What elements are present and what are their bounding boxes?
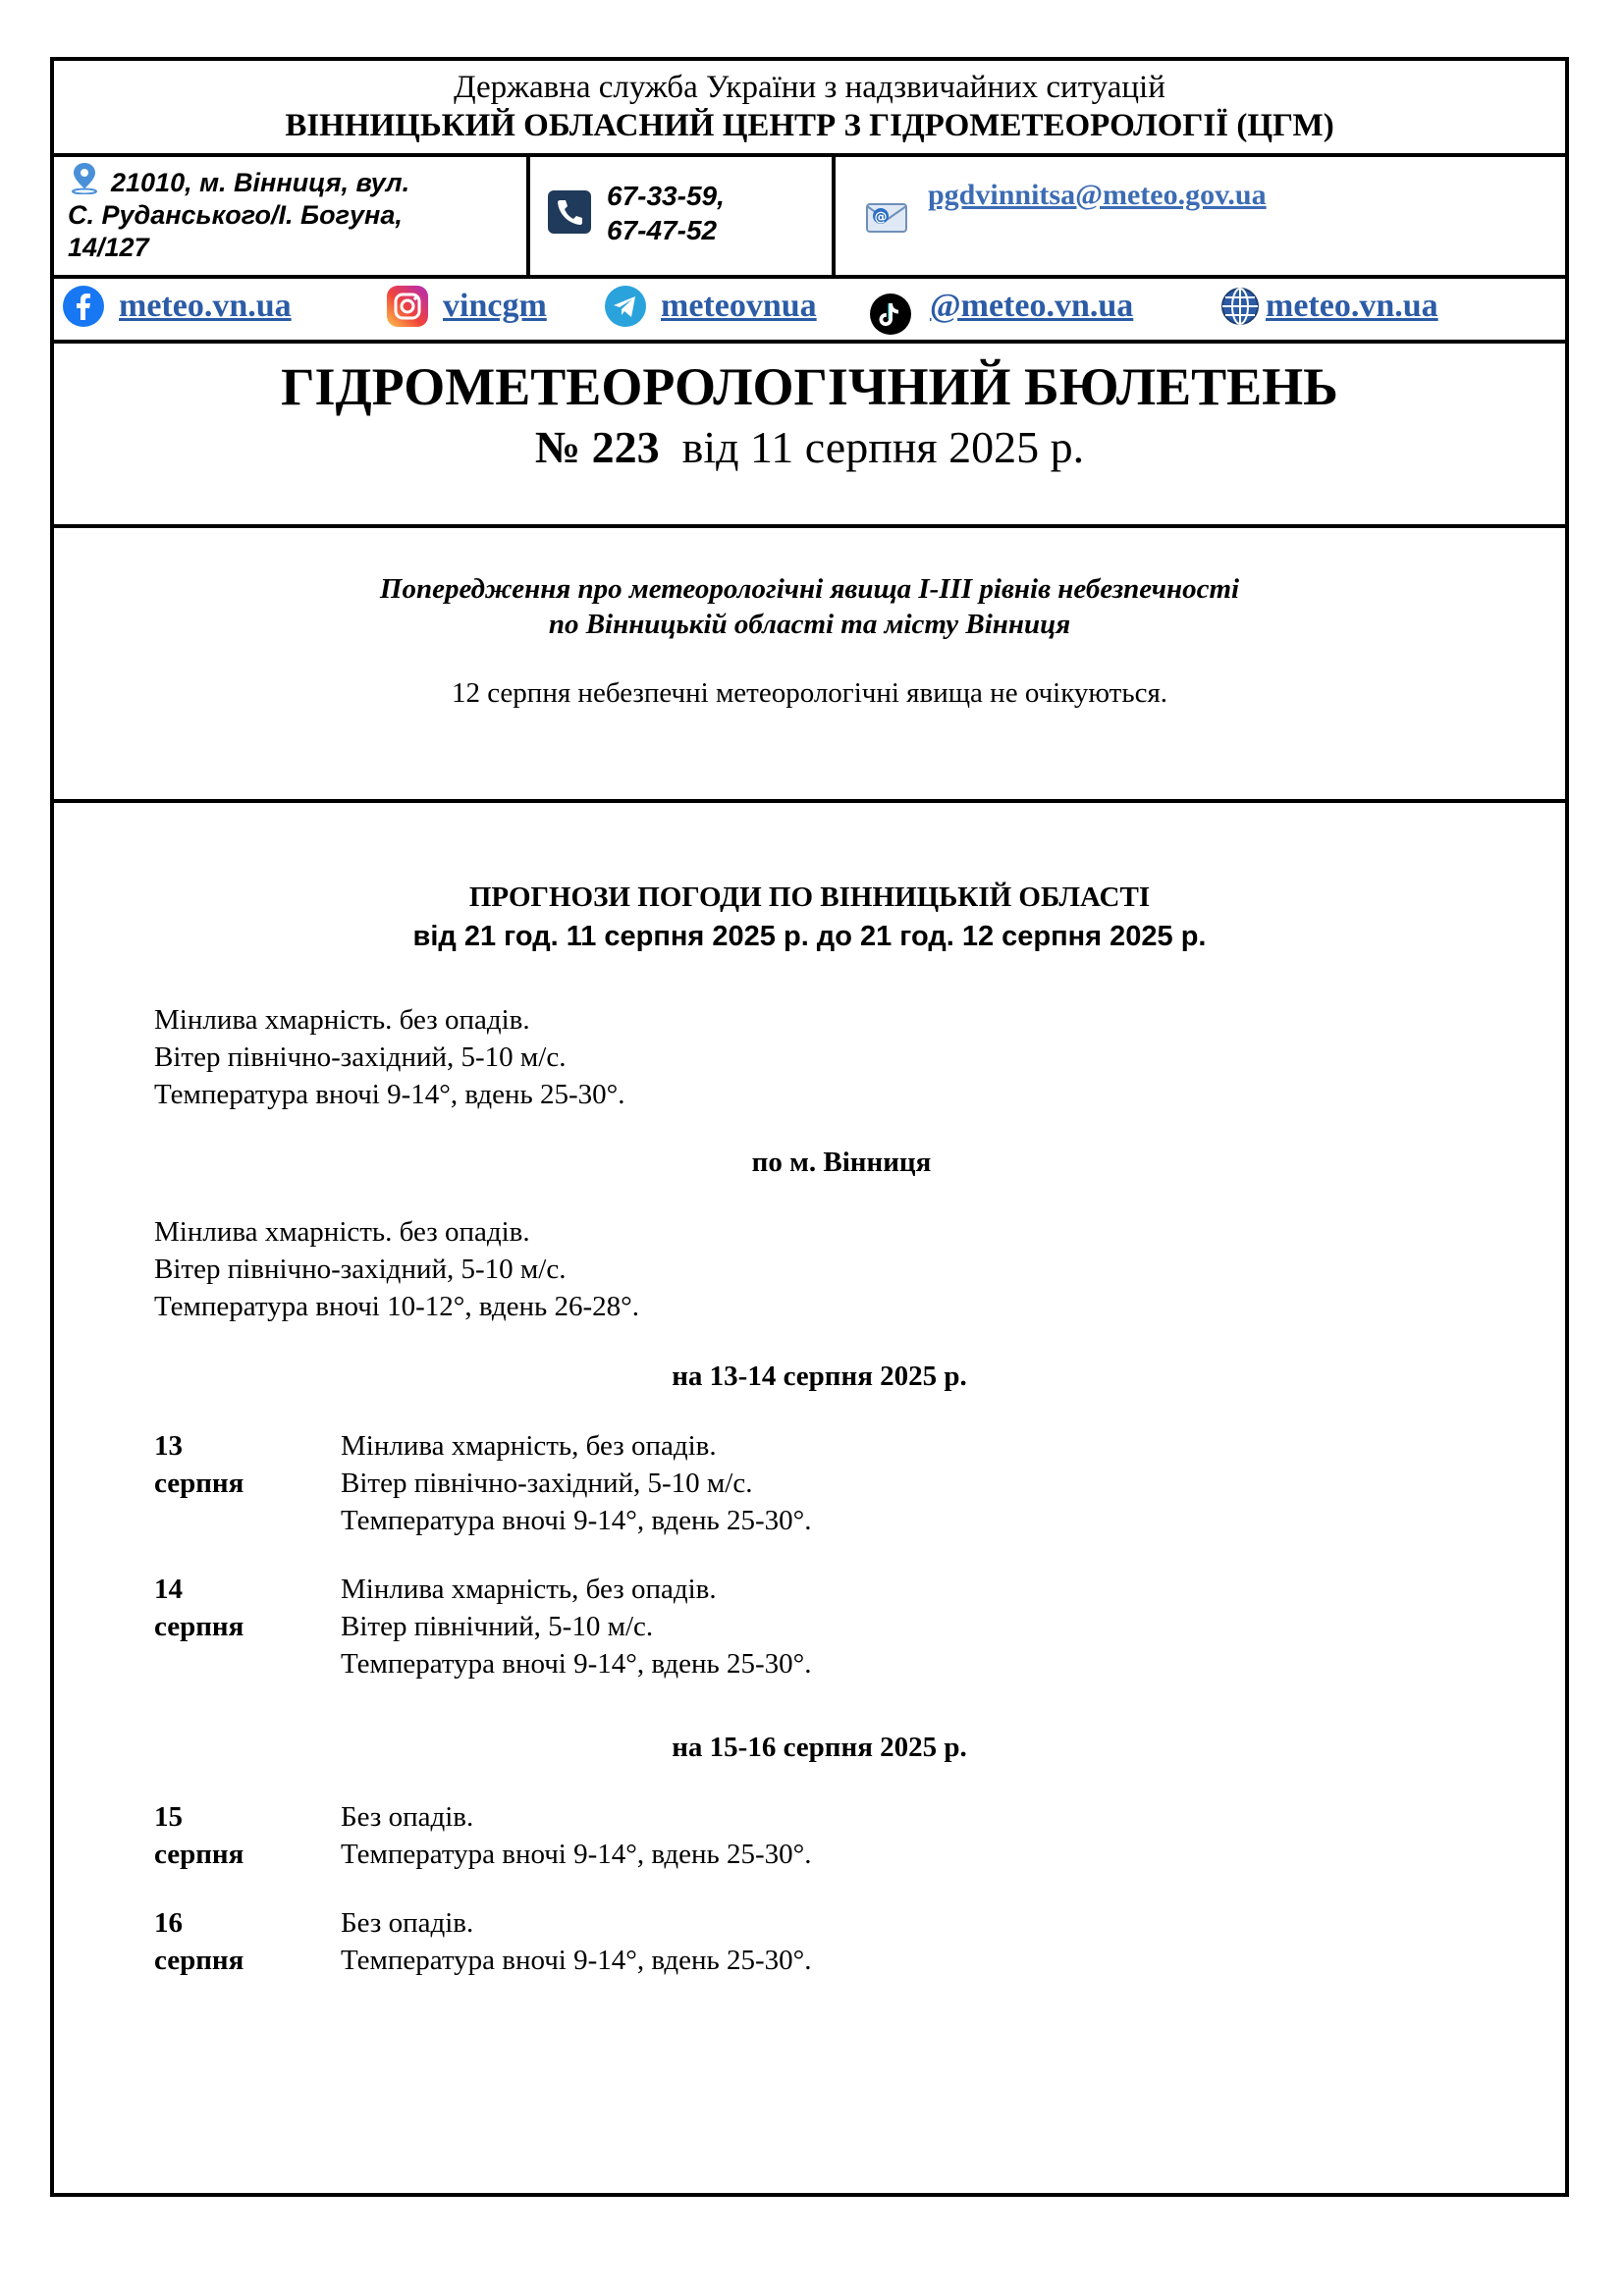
day-label: 16 серпня [154, 1907, 244, 1976]
phone-cell [530, 157, 836, 275]
city-forecast-line: Мінлива хмарність. без опадів. [154, 1216, 530, 1248]
day-line: Вітер північно-західний, 5-10 м/с. [341, 1468, 753, 1499]
phone-1[interactable]: 67-33-59, [607, 181, 725, 211]
days-13-14-heading: на 13-14 серпня 2025 р. [672, 1361, 967, 1392]
instagram-handle: vincgm [443, 288, 547, 324]
warning-text: 12 серпня небезпечні метеорологічні явища не очікуються. [451, 677, 1168, 709]
header [54, 61, 1565, 157]
day-label: 13 серпня [154, 1430, 244, 1499]
phone-2[interactable]: 67-47-52 [607, 215, 718, 245]
phone-icon [548, 190, 591, 234]
bulletin-title: ГІДРОМЕТЕОРОЛОГІЧНИЙ БЮЛЕТЕНЬ [281, 357, 1338, 416]
email-link[interactable]: pgdvinnitsa@meteo.gov.ua [928, 179, 1267, 211]
forecast-period: від 21 год. 11 серпня 2025 р. до 21 год. 12 серпня 2025 р. [412, 921, 1207, 952]
email-icon [865, 196, 910, 236]
facebook-handle: meteo.vn.ua [119, 288, 292, 324]
phones [607, 179, 725, 247]
warning-heading-line-1: Попередження про метеорологічні явища I-III рівнів небезпечності [379, 573, 1240, 605]
telegram-icon [604, 285, 647, 328]
globe-icon [1218, 285, 1262, 328]
email-cell [836, 157, 1565, 275]
day-line: Температура вночі 9-14°, вдень 25-30°. [341, 1648, 812, 1680]
day-text [341, 1904, 811, 1979]
day-line: Мінлива хмарність, без опадів. [341, 1430, 717, 1462]
warning-block [54, 528, 1565, 803]
days-15-16-heading: на 15-16 серпня 2025 р. [672, 1732, 967, 1763]
address-line-1: 21010, м. Вінниця, вул. [111, 168, 410, 197]
tiktok-link[interactable] [869, 288, 1134, 336]
city-heading: по м. Вінниця [751, 1147, 932, 1178]
forecast-heading: ПРОГНОЗИ ПОГОДИ ПО ВІННИЦЬКІЙ ОБЛАСТІ [468, 881, 1151, 913]
region-forecast [154, 1001, 624, 1113]
day-line: Мінлива хмарність, без опадів. [341, 1574, 717, 1605]
website-link[interactable] [1218, 285, 1438, 328]
city-forecast [154, 1213, 639, 1325]
warning-heading [54, 571, 1565, 642]
day-text [341, 1571, 811, 1682]
facebook-icon [62, 285, 105, 328]
city-forecast-line: Вітер північно-західний, 5-10 м/с. [154, 1254, 567, 1285]
day-line: Без опадів. [341, 1907, 474, 1939]
day-line: Вітер північний, 5-10 м/с. [341, 1611, 654, 1642]
address-cell [54, 157, 530, 275]
tiktok-icon [869, 293, 912, 336]
day-line: Температура вночі 9-14°, вдень 25-30°. [341, 1945, 812, 1976]
org-line: Державна служба України з надзвичайних ситуацій [454, 70, 1165, 105]
day-label: 14 серпня [154, 1574, 244, 1642]
day-text [341, 1798, 811, 1873]
bulletin-date: від 11 серпня 2025 р. [681, 422, 1085, 472]
contacts-row [54, 157, 1565, 279]
warning-heading-line-2: по Вінницькій області та місту Вінниця [548, 609, 1071, 640]
day-line: Без опадів. [341, 1801, 474, 1833]
center-name: ВІННИЦЬКИЙ ОБЛАСНИЙ ЦЕНТР З ГІДРОМЕТЕОРОЛОГІЇ (ЦГМ) [285, 108, 1334, 143]
instagram-link[interactable] [386, 285, 547, 328]
day-line: Температура вночі 9-14°, вдень 25-30°. [341, 1839, 812, 1870]
day-line: Температура вночі 9-14°, вдень 25-30°. [341, 1505, 812, 1536]
address-line-2: С. Руданського/І. Богуна, [68, 200, 403, 230]
bulletin-number: № 223 [534, 422, 660, 472]
telegram-handle: meteovnua [661, 288, 817, 324]
tiktok-handle: @meteo.vn.ua [930, 288, 1134, 324]
city-forecast-line: Температура вночі 10-12°, вдень 26-28°. [154, 1291, 639, 1322]
bulletin-title-block [54, 344, 1565, 528]
day-text [341, 1427, 811, 1539]
region-forecast-line: Мінлива хмарність. без опадів. [154, 1004, 530, 1036]
instagram-icon [386, 285, 429, 328]
region-forecast-line: Вітер північно-західний, 5-10 м/с. [154, 1041, 567, 1073]
social-row [54, 279, 1565, 344]
bulletin-frame [50, 57, 1569, 2197]
website-url: meteo.vn.ua [1266, 288, 1438, 324]
region-forecast-line: Температура вночі 9-14°, вдень 25-30°. [154, 1079, 625, 1110]
telegram-link[interactable] [604, 285, 817, 328]
facebook-link[interactable] [62, 285, 292, 328]
address-line-3: 14/127 [68, 233, 149, 262]
day-label: 15 серпня [154, 1801, 244, 1870]
bulletin-number-date [54, 420, 1565, 475]
svg-text:@: @ [874, 210, 888, 225]
address [68, 167, 519, 264]
